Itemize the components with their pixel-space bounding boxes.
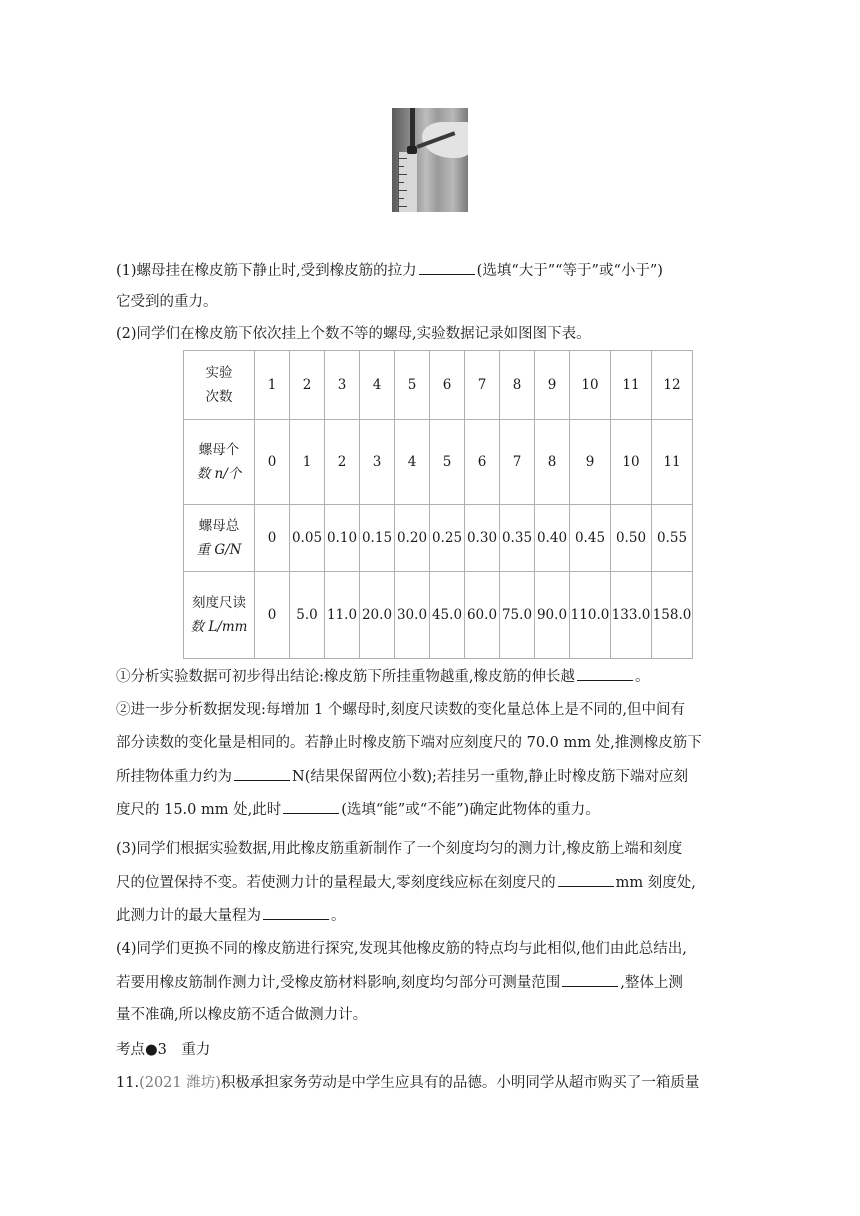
table-cell: 158.0	[652, 572, 693, 659]
table-cell: 4	[395, 420, 430, 505]
table-cell: 8	[500, 351, 535, 420]
table-cell: 20.0	[360, 572, 395, 659]
table-cell: 133.0	[611, 572, 652, 659]
table-cell: 9	[570, 420, 611, 505]
table-cell: 0.25	[430, 505, 465, 572]
table-cell: 0.30	[465, 505, 500, 572]
table-cell: 10	[611, 420, 652, 505]
table-cell: 11	[611, 351, 652, 420]
table-cell: 11	[652, 420, 693, 505]
table-cell: 8	[535, 420, 570, 505]
section-title: 考点●3 重力	[116, 1042, 211, 1058]
q11-line	[116, 1073, 699, 1093]
table-cell: 0.20	[395, 505, 430, 572]
ruler-shape	[398, 152, 417, 212]
table-cell: 7	[500, 420, 535, 505]
table-cell: 45.0	[430, 572, 465, 659]
sub1-blank[interactable]	[577, 666, 633, 681]
q4-line3: 量不准确,所以橡皮筋不适合做测力计。	[116, 1007, 368, 1023]
table-cell: 1	[255, 351, 290, 420]
q1-blank[interactable]	[419, 260, 475, 275]
table-cell: 0.55	[652, 505, 693, 572]
table-cell: 110.0	[570, 572, 611, 659]
data-table	[183, 350, 693, 659]
table-cell: 5	[395, 351, 430, 420]
q1-text-b: (选填“大于”“等于”或“小于”)	[476, 263, 663, 279]
table-cell: 5.0	[290, 572, 325, 659]
table-cell: 0.15	[360, 505, 395, 572]
q3-blank-zero[interactable]	[558, 872, 614, 887]
q1-text-a: (1)螺母挂在橡皮筋下静止时,受到橡皮筋的拉力	[116, 263, 417, 279]
q2-intro: (2)同学们在橡皮筋下依次挂上个数不等的螺母,实验数据记录如图图下表。	[116, 326, 591, 342]
q11-number: 11.	[116, 1075, 140, 1091]
table-row	[184, 572, 693, 659]
table-cell: 0	[255, 420, 290, 505]
table-cell: 3	[360, 420, 395, 505]
row-header: 螺母总 重 G/N	[184, 505, 255, 572]
table-cell: 0.05	[290, 505, 325, 572]
table-cell: 6	[465, 420, 500, 505]
q4-blank[interactable]	[562, 972, 618, 987]
table-cell: 0.45	[570, 505, 611, 572]
table-cell: 10	[570, 351, 611, 420]
row-header: 螺母个 数 n/个	[184, 420, 255, 505]
nut-shape	[407, 146, 417, 154]
sub2-blank-can[interactable]	[283, 799, 339, 814]
table-cell: 30.0	[395, 572, 430, 659]
sub2-line1: ②进一步分析数据发现:每增加 1 个螺母时,刻度尺读数的变化量总体上是不同的,但中间有	[116, 702, 686, 718]
table-cell: 11.0	[325, 572, 360, 659]
table-cell: 0.40	[535, 505, 570, 572]
table-cell: 0	[255, 505, 290, 572]
table-cell: 12	[652, 351, 693, 420]
table-cell: 3	[325, 351, 360, 420]
q3-line1: (3)同学们根据实验数据,用此橡皮筋重新制作了一个刻度均匀的测力计,橡皮筋上端和刻度	[116, 841, 683, 857]
q1-line2: 它受到的重力。	[116, 294, 218, 310]
sub2-line4: 度尺的 15.0 mm 处,此时 (选填“能”或“不能”)确定此物体的重力。	[116, 799, 600, 820]
table-cell: 7	[465, 351, 500, 420]
row-header: 刻度尺读 数 L/mm	[184, 572, 255, 659]
table-row	[184, 420, 693, 505]
table-cell: 0	[255, 572, 290, 659]
table-cell: 0.50	[611, 505, 652, 572]
q3-line3: 此测力计的最大量程为 。	[116, 905, 346, 926]
table-cell: 0.10	[325, 505, 360, 572]
table-cell: 2	[290, 351, 325, 420]
sub2-blank-weight[interactable]	[234, 766, 290, 781]
row-header: 实验 次数	[184, 351, 255, 420]
q1-line1	[116, 260, 663, 281]
table-cell: 90.0	[535, 572, 570, 659]
table-cell: 1	[290, 420, 325, 505]
table-cell: 9	[535, 351, 570, 420]
q4-line1: (4)同学们更换不同的橡皮筋进行探究,发现其他橡皮筋的特点均与此相似,他们由此总结出,	[116, 941, 687, 957]
table-cell: 5	[430, 420, 465, 505]
table-cell: 75.0	[500, 572, 535, 659]
q4-line2: 若要用橡皮筋制作测力计,受橡皮筋材料影响,刻度均匀部分可测量范围 ,整体上测	[116, 972, 683, 993]
table-row	[184, 505, 693, 572]
q3-blank-range[interactable]	[263, 905, 329, 920]
table-cell: 2	[325, 420, 360, 505]
sub2-line2: 部分读数的变化量是相同的。若静止时橡皮筋下端对应刻度尺的 70.0 mm 处,推测橡皮筋下	[116, 735, 702, 751]
sub2-line3: 所挂物体重力约为 N(结果保留两位小数);若挂另一重物,静止时橡皮筋下端对应刻	[116, 766, 688, 787]
table-cell: 4	[360, 351, 395, 420]
q11-source: (2021 潍坊)	[139, 1075, 221, 1091]
table-cell: 6	[430, 351, 465, 420]
experiment-photo	[392, 108, 468, 212]
sub1-line: ①分析实验数据可初步得出结论:橡皮筋下所挂重物越重,橡皮筋的伸长越 。	[116, 666, 650, 687]
q3-line2: 尺的位置保持不变。若使测力计的量程最大,零刻度线应标在刻度尺的 mm 刻度处,	[116, 872, 696, 893]
table-row	[184, 351, 693, 420]
table-cell: 0.35	[500, 505, 535, 572]
q11-text: 积极承担家务劳动是中学生应具有的品德。小明同学从超市购买了一箱质量	[220, 1075, 700, 1091]
table-cell: 60.0	[465, 572, 500, 659]
